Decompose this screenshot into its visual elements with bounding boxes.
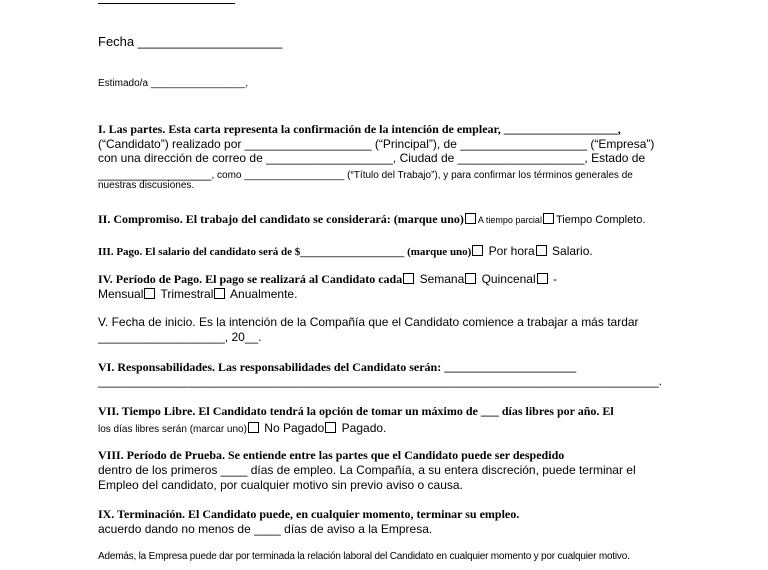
checkbox-full-time[interactable] — [543, 213, 554, 224]
option-annually: Anualmente. — [227, 287, 298, 301]
section-6-line-2: ____________________________________________________________________________________. — [98, 374, 662, 388]
section-4-line-1 — [98, 270, 557, 288]
checkbox-biweekly[interactable] — [465, 273, 476, 284]
checkbox-unpaid[interactable] — [248, 422, 259, 433]
checkbox-monthly[interactable] — [537, 273, 548, 284]
salutation-label: Estimado/a — [98, 78, 149, 89]
section-9-title: IX. Terminación. El Candidato puede, en cualquier momento, terminar su empleo. — [98, 507, 520, 521]
section-7-line-2 — [98, 419, 386, 437]
section-1-line-3: con una dirección de correo de ___________________, Ciudad de ___________________, Estado de — [98, 151, 646, 165]
dash: - — [549, 272, 557, 286]
option-full-time: Tiempo Completo. — [555, 214, 646, 226]
checkbox-hourly[interactable] — [472, 245, 483, 256]
section-1-line-4-text: , como __________________ (“Título del Trabajo”), y para confirmar los términos generales de — [211, 170, 633, 181]
checkbox-annually[interactable] — [214, 288, 225, 299]
section-1-line-5: nuestras discusiones. — [98, 180, 195, 191]
section-5-line-1: V. Fecha de inicio. Es la intención de la Compañía que el Candidato comience a trabajar a más tardar — [98, 315, 639, 329]
salutation-blank[interactable]: _________________, — [150, 78, 249, 89]
section-3-mark-one: (marque uno) — [404, 246, 472, 258]
section-7-text: los días libres serán (marcar uno) — [98, 424, 247, 435]
checkbox-paid[interactable] — [325, 422, 336, 433]
checkbox-salary[interactable] — [536, 245, 547, 256]
option-paid: Pagado. — [338, 421, 387, 435]
section-5-line-2: ___________________, 20__. — [98, 330, 262, 344]
option-part-time: A tiempo parcial — [477, 215, 542, 225]
section-8-title: VIII. Período de Prueba. Se entiende entre las partes que el Candidato puede ser despedido — [98, 448, 565, 462]
signature-line — [98, 3, 235, 4]
date-label: Fecha — [98, 34, 135, 49]
section-3-title: III. Pago. El salario del candidato será de $ — [98, 246, 301, 258]
option-unpaid: No Pagado — [260, 421, 325, 435]
section-6-title: VI. Responsabilidades. Las responsabilidades del Candidato serán: ______________________ — [98, 360, 577, 374]
section-4-title: IV. Período de Pago. El pago se realizará al Candidato cada — [98, 272, 403, 286]
option-biweekly: Quincenal — [478, 272, 536, 286]
salutation-line — [98, 78, 248, 89]
section-7-title: VII. Tiempo Libre. El Candidato tendrá la opción de tomar un máximo de ___ días libres por año. El — [98, 404, 614, 418]
checkbox-quarterly[interactable] — [144, 288, 155, 299]
section-9-line-2: acuerdo dando no menos de ____ días de aviso a la Empresa. — [98, 522, 433, 536]
section-2-title: II. Compromiso. El trabajo del candidato se considerará: (marque uno) — [98, 212, 464, 226]
section-2-line — [98, 210, 645, 228]
section-8-line-2: dentro de los primeros ____ días de empleo. La Compañía, a su entera discreción, puede terminar el — [98, 463, 636, 477]
option-quarterly: Trimestral — [157, 287, 214, 301]
date-blank[interactable]: ____________________ — [137, 34, 283, 49]
section-1-line-2: (“Candidato”) realizado por ___________________ (“Principal”), de ___________________ (“Empresa”) — [98, 137, 655, 151]
date-line — [98, 34, 282, 49]
option-weekly: Semana — [416, 272, 465, 286]
salary-blank[interactable]: _________________ — [300, 246, 405, 258]
closing-paragraph: Además, la Empresa puede dar por terminada la relación laboral del Candidato en cualquier momento y por cualquier motivo. — [98, 551, 630, 562]
section-3-line — [98, 242, 593, 260]
section-4-line-2 — [98, 287, 297, 301]
option-monthly: Mensual — [98, 287, 144, 301]
checkbox-part-time[interactable] — [465, 213, 476, 224]
option-salary: Salario. — [548, 244, 593, 258]
state-blank[interactable]: _________________ — [98, 167, 212, 181]
section-1-title: I. Las partes. Esta carta representa la confirmación de la intención de emplear, ___________________, — [98, 122, 621, 136]
section-8-line-3: Empleo del candidato, por cualquier motivo sin previo aviso o causa. — [98, 478, 463, 492]
option-hourly: Por hora — [485, 244, 535, 258]
checkbox-weekly[interactable] — [403, 273, 414, 284]
